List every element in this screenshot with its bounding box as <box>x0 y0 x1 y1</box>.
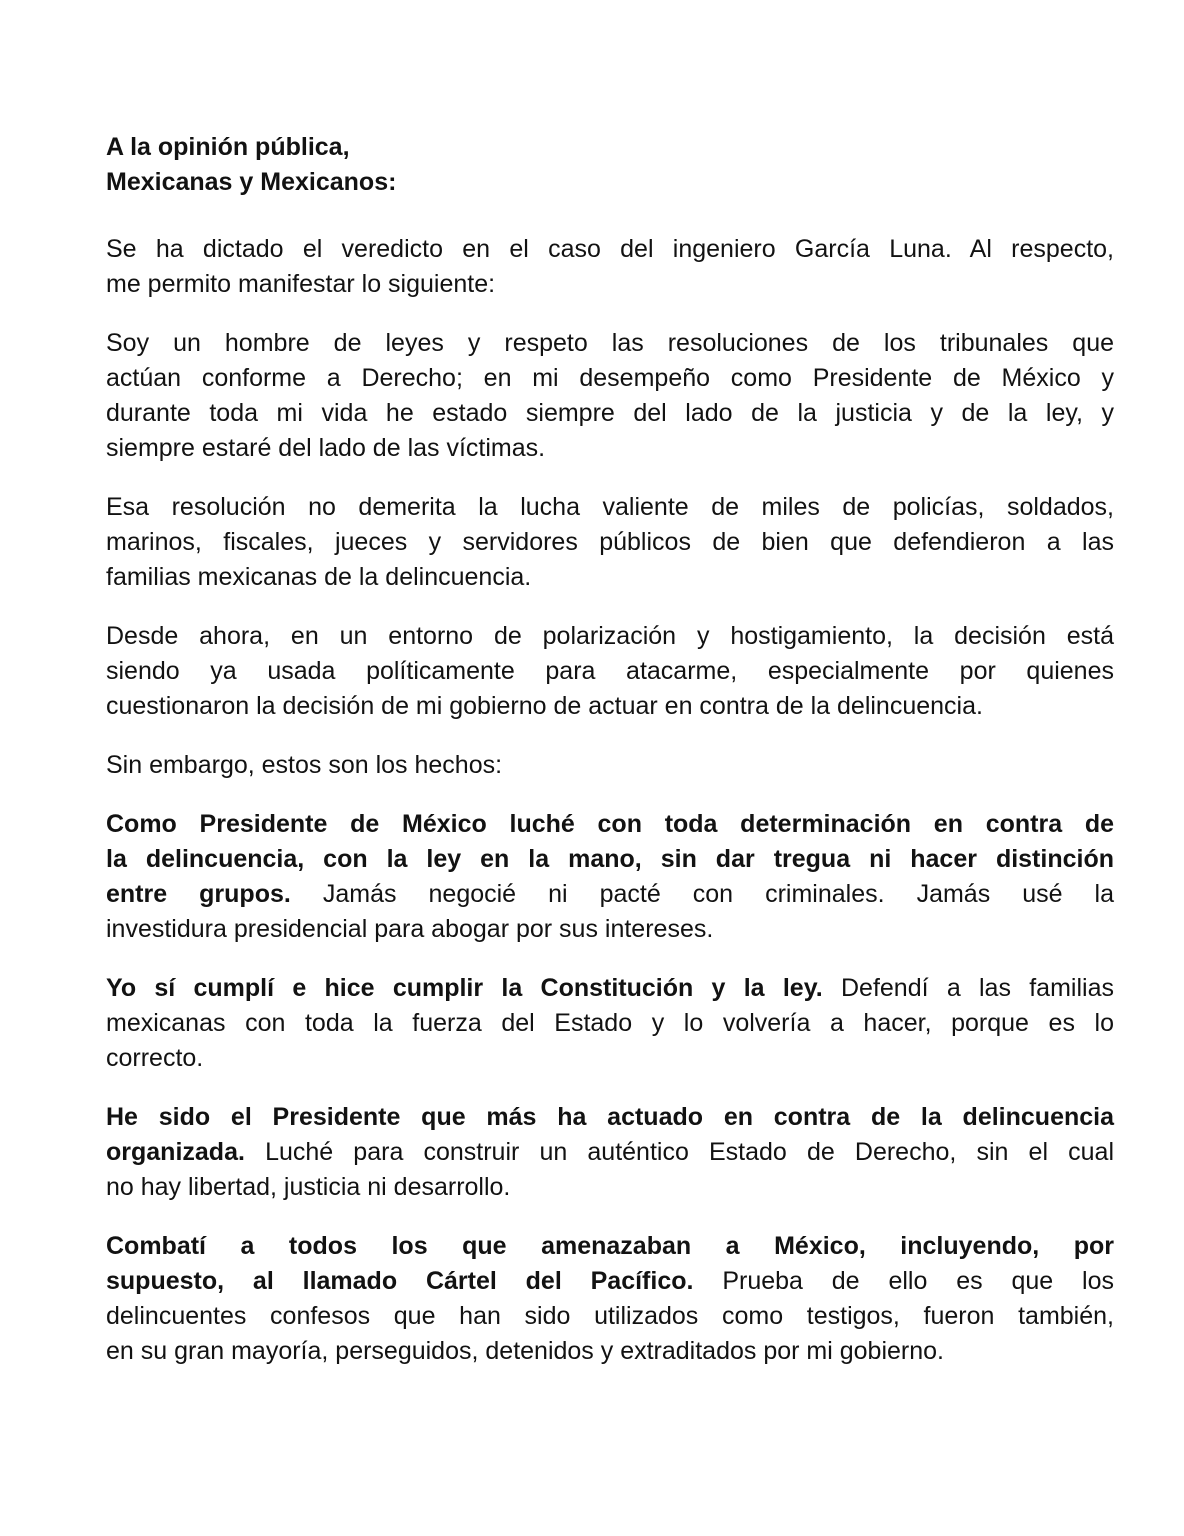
body-text-segment: Jamás negocié ni pacté con criminales. Jamás usé la <box>322 880 1114 908</box>
body-text-segment: no hay libertad, justicia ni desarrollo. <box>106 1173 511 1201</box>
text-line <box>106 654 1114 689</box>
text-line <box>106 689 1114 724</box>
body-text-segment: Se ha dictado el veredicto en el caso del ingeniero García Luna. Al respecto, <box>106 235 1114 263</box>
text-line <box>106 396 1114 431</box>
paragraph <box>106 807 1114 947</box>
text-line <box>106 748 1114 783</box>
paragraph <box>106 490 1114 595</box>
bold-text-segment: organizada. <box>106 1138 245 1166</box>
body-text-segment: Esa resolución no demerita la lucha valiente de miles de policías, soldados, <box>106 493 1114 521</box>
body-text-segment: me permito manifestar lo siguiente: <box>106 270 496 298</box>
body-text-segment: Luché para construir un auténtico Estado de Derecho, sin el cual <box>265 1138 1114 1166</box>
bold-text-segment: Combatí a todos los que amenazaban a México, incluyendo, por <box>106 1232 1114 1260</box>
bold-text-segment: entre grupos. <box>106 880 291 908</box>
body-text-segment: Desde ahora, en un entorno de polarización y hostigamiento, la decisión está <box>106 622 1114 650</box>
body-text-segment: Sin embargo, estos son los hechos: <box>106 751 503 779</box>
text-line <box>106 877 1114 912</box>
text-line <box>106 912 1114 947</box>
bold-text-segment: Como Presidente de México luché con toda determinación en contra de <box>106 810 1114 838</box>
text-line <box>106 842 1114 877</box>
bold-text-segment: Mexicanas y Mexicanos: <box>106 168 397 196</box>
body-text-segment: actúan conforme a Derecho; en mi desempeño como Presidente de México y <box>106 364 1114 392</box>
bold-text-segment: Yo sí cumplí e hice cumplir la Constitución y la ley. <box>106 974 823 1002</box>
text-line <box>106 1135 1114 1170</box>
text-line <box>106 971 1114 1006</box>
body-text-segment: en su gran mayoría, perseguidos, detenidos y extraditados por mi gobierno. <box>106 1337 944 1365</box>
body-text-segment: siendo ya usada políticamente para atacarme, especialmente por quienes <box>106 657 1114 685</box>
text-line <box>106 490 1114 525</box>
text-line <box>106 165 1114 200</box>
paragraph <box>106 232 1114 302</box>
text-line <box>106 1299 1114 1334</box>
text-line <box>106 1334 1114 1369</box>
text-line <box>106 1264 1114 1299</box>
body-text-segment: investidura presidencial para abogar por sus intereses. <box>106 915 714 943</box>
text-line <box>106 361 1114 396</box>
body-text-segment: correcto. <box>106 1044 204 1072</box>
body-text-segment: Soy un hombre de leyes y respeto las resoluciones de los tribunales que <box>106 329 1114 357</box>
body-text-segment: durante toda mi vida he estado siempre del lado de la justicia y de la ley, y <box>106 399 1114 427</box>
paragraph <box>106 971 1114 1076</box>
text-line <box>106 1170 1114 1205</box>
text-line <box>106 232 1114 267</box>
document-body <box>106 130 1114 1369</box>
paragraph <box>106 748 1114 783</box>
bold-text-segment: la delincuencia, con la ley en la mano, sin dar tregua ni hacer distinción <box>106 845 1114 873</box>
bold-text-segment: supuesto, al llamado Cártel del Pacífico. <box>106 1267 694 1295</box>
paragraph <box>106 1229 1114 1369</box>
body-text-segment: cuestionaron la decisión de mi gobierno de actuar en contra de la delincuencia. <box>106 692 983 720</box>
body-text-segment: delincuentes confesos que han sido utilizados como testigos, fueron también, <box>106 1302 1114 1330</box>
text-line <box>106 807 1114 842</box>
bold-text-segment: He sido el Presidente que más ha actuado en contra de la delincuencia <box>106 1103 1114 1131</box>
body-text-segment: Prueba de ello es que los <box>722 1267 1114 1295</box>
bold-text-segment: A la opinión pública, <box>106 133 350 161</box>
paragraph <box>106 619 1114 724</box>
text-line <box>106 525 1114 560</box>
text-line <box>106 1100 1114 1135</box>
paragraph <box>106 1100 1114 1205</box>
text-line <box>106 560 1114 595</box>
text-line <box>106 326 1114 361</box>
text-line <box>106 1041 1114 1076</box>
text-line <box>106 1229 1114 1264</box>
body-text-segment: mexicanas con toda la fuerza del Estado y lo volvería a hacer, porque es lo <box>106 1009 1114 1037</box>
document-heading <box>106 130 1114 200</box>
body-text-segment: marinos, fiscales, jueces y servidores públicos de bien que defendieron a las <box>106 528 1114 556</box>
body-text-segment: Defendí a las familias <box>840 974 1114 1002</box>
body-text-segment: siempre estaré del lado de las víctimas. <box>106 434 546 462</box>
body-text-segment: familias mexicanas de la delincuencia. <box>106 563 532 591</box>
text-line <box>106 431 1114 466</box>
text-line <box>106 130 1114 165</box>
text-line <box>106 619 1114 654</box>
paragraph <box>106 326 1114 466</box>
text-line <box>106 1006 1114 1041</box>
text-line <box>106 267 1114 302</box>
